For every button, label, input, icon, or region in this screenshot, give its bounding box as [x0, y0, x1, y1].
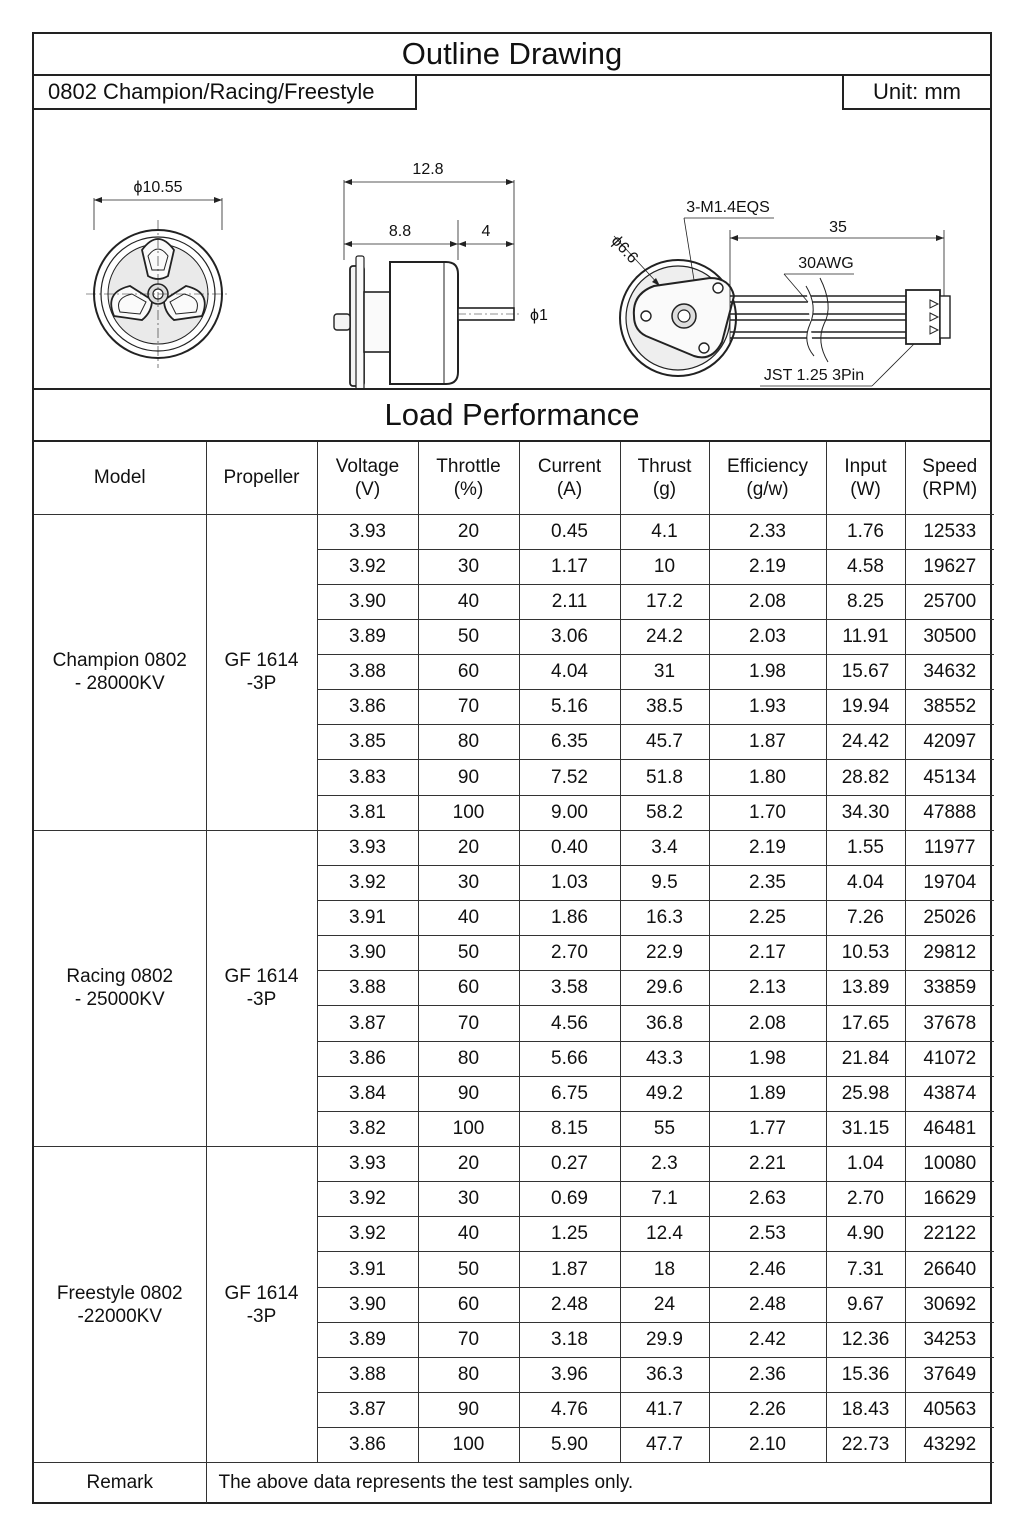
thrust-cell: 55 — [620, 1111, 709, 1146]
current-cell: 8.15 — [519, 1111, 620, 1146]
speed-cell: 25026 — [905, 901, 994, 936]
throttle-cell: 50 — [418, 619, 519, 654]
voltage-cell: 3.93 — [317, 1147, 418, 1182]
voltage-cell: 3.84 — [317, 1076, 418, 1111]
thrust-cell: 4.1 — [620, 514, 709, 549]
input-cell: 4.90 — [826, 1217, 905, 1252]
voltage-cell: 3.90 — [317, 1287, 418, 1322]
voltage-cell: 3.87 — [317, 1393, 418, 1428]
model-name: Racing 0802 — [66, 966, 174, 988]
voltage-cell: 3.93 — [317, 514, 418, 549]
header-label: Current — [537, 455, 602, 477]
header-unit: (RPM) — [922, 478, 978, 500]
motor-side-view — [334, 179, 520, 388]
header-label: Model — [93, 467, 146, 489]
voltage-cell: 3.86 — [317, 1041, 418, 1076]
motor-bottom-view — [614, 218, 950, 386]
thrust-cell: 38.5 — [620, 690, 709, 725]
thrust-cell: 16.3 — [620, 901, 709, 936]
speed-cell: 33859 — [905, 971, 994, 1006]
efficiency-cell: 1.70 — [709, 795, 826, 830]
current-cell: 3.58 — [519, 971, 620, 1006]
current-cell: 1.86 — [519, 901, 620, 936]
table-row — [34, 514, 994, 549]
throttle-cell: 60 — [418, 1287, 519, 1322]
header-unit: (g) — [652, 478, 677, 500]
current-cell: 0.45 — [519, 514, 620, 549]
speed-cell: 47888 — [905, 795, 994, 830]
header-current — [519, 442, 620, 514]
header-unit: (%) — [453, 478, 484, 500]
model-cell — [34, 1147, 206, 1463]
header-label: Input — [844, 455, 887, 477]
speed-cell: 41072 — [905, 1041, 994, 1076]
model-subtitle: 0802 Champion/Racing/Freestyle — [34, 76, 417, 110]
model-cell — [34, 514, 206, 830]
voltage-cell: 3.90 — [317, 936, 418, 971]
efficiency-cell: 2.19 — [709, 830, 826, 865]
current-cell: 0.69 — [519, 1182, 620, 1217]
efficiency-cell: 1.98 — [709, 655, 826, 690]
throttle-cell: 80 — [418, 1357, 519, 1392]
model-kv: - 25000KV — [74, 989, 165, 1011]
total-length-label: 12.8 — [412, 161, 444, 178]
current-cell: 4.56 — [519, 1006, 620, 1041]
throttle-cell: 40 — [418, 901, 519, 936]
outline-drawing-svg — [34, 110, 990, 388]
speed-cell: 19704 — [905, 865, 994, 900]
outline-drawing — [34, 110, 990, 390]
efficiency-cell: 2.53 — [709, 1217, 826, 1252]
header-throttle — [418, 442, 519, 514]
throttle-cell: 20 — [418, 1147, 519, 1182]
header-unit: (A) — [556, 478, 583, 500]
spec-sheet — [32, 32, 992, 1504]
model-kv: - 28000KV — [74, 673, 165, 695]
throttle-cell: 60 — [418, 655, 519, 690]
speed-cell: 34253 — [905, 1322, 994, 1357]
input-cell: 1.76 — [826, 514, 905, 549]
thrust-cell: 2.3 — [620, 1147, 709, 1182]
current-cell: 5.90 — [519, 1428, 620, 1463]
thrust-cell: 49.2 — [620, 1076, 709, 1111]
throttle-cell: 70 — [418, 690, 519, 725]
voltage-cell: 3.93 — [317, 830, 418, 865]
thrust-cell: 12.4 — [620, 1217, 709, 1252]
efficiency-cell: 1.80 — [709, 760, 826, 795]
throttle-cell: 30 — [418, 1182, 519, 1217]
speed-cell: 37649 — [905, 1357, 994, 1392]
thrust-cell: 36.8 — [620, 1006, 709, 1041]
throttle-cell: 70 — [418, 1322, 519, 1357]
speed-cell: 30692 — [905, 1287, 994, 1322]
header-label: Efficiency — [727, 455, 808, 477]
throttle-cell: 30 — [418, 549, 519, 584]
thrust-cell: 41.7 — [620, 1393, 709, 1428]
speed-cell: 40563 — [905, 1393, 994, 1428]
propeller-blades: -3P — [246, 1305, 277, 1327]
current-cell: 6.35 — [519, 725, 620, 760]
throttle-cell: 30 — [418, 865, 519, 900]
thrust-cell: 10 — [620, 549, 709, 584]
current-cell: 0.27 — [519, 1147, 620, 1182]
input-cell: 4.04 — [826, 865, 905, 900]
speed-cell: 12533 — [905, 514, 994, 549]
header-efficiency — [709, 442, 826, 514]
input-cell: 8.25 — [826, 584, 905, 619]
header-speed — [905, 442, 994, 514]
voltage-cell: 3.87 — [317, 1006, 418, 1041]
table-header-row — [34, 442, 994, 514]
efficiency-cell: 1.87 — [709, 725, 826, 760]
propeller-blades: -3P — [246, 673, 277, 695]
speed-cell: 25700 — [905, 584, 994, 619]
efficiency-cell: 2.17 — [709, 936, 826, 971]
speed-cell: 30500 — [905, 619, 994, 654]
thrust-cell: 58.2 — [620, 795, 709, 830]
efficiency-cell: 2.08 — [709, 584, 826, 619]
efficiency-cell: 2.13 — [709, 971, 826, 1006]
voltage-cell: 3.81 — [317, 795, 418, 830]
current-cell: 9.00 — [519, 795, 620, 830]
header-label: Propeller — [223, 467, 300, 489]
remark-label: Remark — [34, 1463, 206, 1503]
efficiency-cell: 2.48 — [709, 1287, 826, 1322]
current-cell: 1.17 — [519, 549, 620, 584]
efficiency-cell: 2.36 — [709, 1357, 826, 1392]
input-cell: 28.82 — [826, 760, 905, 795]
voltage-cell: 3.89 — [317, 1322, 418, 1357]
voltage-cell: 3.92 — [317, 865, 418, 900]
efficiency-cell: 2.46 — [709, 1252, 826, 1287]
speed-cell: 22122 — [905, 1217, 994, 1252]
thrust-cell: 29.9 — [620, 1322, 709, 1357]
input-cell: 34.30 — [826, 795, 905, 830]
header-label: Throttle — [436, 455, 501, 477]
efficiency-cell: 2.08 — [709, 1006, 826, 1041]
voltage-cell: 3.89 — [317, 619, 418, 654]
current-cell: 7.52 — [519, 760, 620, 795]
input-cell: 2.70 — [826, 1182, 905, 1217]
input-cell: 12.36 — [826, 1322, 905, 1357]
thrust-cell: 43.3 — [620, 1041, 709, 1076]
table-row — [34, 1147, 994, 1182]
voltage-cell: 3.88 — [317, 1357, 418, 1392]
speed-cell: 38552 — [905, 690, 994, 725]
propeller-blades: -3P — [246, 989, 277, 1011]
throttle-cell: 80 — [418, 1041, 519, 1076]
header-propeller — [206, 442, 317, 514]
voltage-cell: 3.82 — [317, 1111, 418, 1146]
voltage-cell: 3.92 — [317, 549, 418, 584]
thrust-cell: 45.7 — [620, 725, 709, 760]
throttle-cell: 70 — [418, 1006, 519, 1041]
propeller-cell — [206, 514, 317, 830]
shaft-length-label: 4 — [481, 223, 491, 240]
model-kv: -22000KV — [77, 1305, 162, 1327]
thrust-cell: 3.4 — [620, 830, 709, 865]
current-cell: 3.06 — [519, 619, 620, 654]
motor-front-view — [86, 197, 230, 368]
input-cell: 25.98 — [826, 1076, 905, 1111]
throttle-cell: 50 — [418, 936, 519, 971]
efficiency-cell: 1.77 — [709, 1111, 826, 1146]
load-performance-table — [34, 442, 994, 1503]
thrust-cell: 51.8 — [620, 760, 709, 795]
voltage-cell: 3.92 — [317, 1182, 418, 1217]
efficiency-cell: 2.21 — [709, 1147, 826, 1182]
speed-cell: 29812 — [905, 936, 994, 971]
speed-cell: 46481 — [905, 1111, 994, 1146]
throttle-cell: 60 — [418, 971, 519, 1006]
input-cell: 10.53 — [826, 936, 905, 971]
voltage-cell: 3.88 — [317, 971, 418, 1006]
remark-row — [34, 1463, 994, 1503]
section-title: Load Performance — [34, 390, 990, 442]
remark-text: The above data represents the test samples only. — [206, 1463, 994, 1503]
voltage-cell: 3.85 — [317, 725, 418, 760]
speed-cell: 37678 — [905, 1006, 994, 1041]
voltage-cell: 3.86 — [317, 690, 418, 725]
input-cell: 21.84 — [826, 1041, 905, 1076]
header-unit: (g/w) — [746, 478, 789, 500]
thrust-cell: 18 — [620, 1252, 709, 1287]
speed-cell: 11977 — [905, 830, 994, 865]
efficiency-cell: 2.25 — [709, 901, 826, 936]
thrust-cell: 22.9 — [620, 936, 709, 971]
current-cell: 1.25 — [519, 1217, 620, 1252]
efficiency-cell: 2.03 — [709, 619, 826, 654]
speed-cell: 45134 — [905, 760, 994, 795]
model-cell — [34, 830, 206, 1146]
throttle-cell: 20 — [418, 514, 519, 549]
current-cell: 2.48 — [519, 1287, 620, 1322]
header-model — [34, 442, 206, 514]
input-cell: 1.04 — [826, 1147, 905, 1182]
propeller-cell — [206, 1147, 317, 1463]
model-name: Champion 0802 — [52, 650, 187, 672]
throttle-cell: 100 — [418, 1428, 519, 1463]
speed-cell: 10080 — [905, 1147, 994, 1182]
efficiency-cell: 2.33 — [709, 514, 826, 549]
connector-label: JST 1.25 3Pin — [763, 367, 865, 384]
input-cell: 15.36 — [826, 1357, 905, 1392]
unit-label: Unit: mm — [842, 76, 990, 110]
throttle-cell: 40 — [418, 1217, 519, 1252]
thrust-cell: 24 — [620, 1287, 709, 1322]
propeller-name: GF 1614 — [224, 650, 299, 672]
current-cell: 1.03 — [519, 865, 620, 900]
speed-cell: 43874 — [905, 1076, 994, 1111]
current-cell: 4.04 — [519, 655, 620, 690]
header-label: Speed — [922, 455, 978, 477]
header-thrust — [620, 442, 709, 514]
efficiency-cell: 2.42 — [709, 1322, 826, 1357]
model-name: Freestyle 0802 — [56, 1282, 183, 1304]
header-unit: (W) — [850, 478, 881, 500]
thrust-cell: 29.6 — [620, 971, 709, 1006]
input-cell: 19.94 — [826, 690, 905, 725]
thrust-cell: 31 — [620, 655, 709, 690]
header-voltage — [317, 442, 418, 514]
efficiency-cell: 2.19 — [709, 549, 826, 584]
efficiency-cell: 1.93 — [709, 690, 826, 725]
voltage-cell: 3.86 — [317, 1428, 418, 1463]
efficiency-cell: 1.98 — [709, 1041, 826, 1076]
input-cell: 31.15 — [826, 1111, 905, 1146]
efficiency-cell: 2.35 — [709, 865, 826, 900]
thrust-cell: 17.2 — [620, 584, 709, 619]
table-row — [34, 830, 994, 865]
propeller-name: GF 1614 — [224, 966, 299, 988]
throttle-cell: 100 — [418, 1111, 519, 1146]
current-cell: 2.11 — [519, 584, 620, 619]
throttle-cell: 90 — [418, 1076, 519, 1111]
page-title: Outline Drawing — [34, 34, 990, 76]
input-cell: 9.67 — [826, 1287, 905, 1322]
current-cell: 0.40 — [519, 830, 620, 865]
voltage-cell: 3.83 — [317, 760, 418, 795]
input-cell: 18.43 — [826, 1393, 905, 1428]
throttle-cell: 20 — [418, 830, 519, 865]
input-cell: 7.26 — [826, 901, 905, 936]
input-cell: 15.67 — [826, 655, 905, 690]
input-cell: 7.31 — [826, 1252, 905, 1287]
efficiency-cell: 2.26 — [709, 1393, 826, 1428]
voltage-cell: 3.90 — [317, 584, 418, 619]
efficiency-cell: 1.89 — [709, 1076, 826, 1111]
mount-diameter-label: ϕ6.6 — [607, 232, 642, 267]
input-cell: 24.42 — [826, 725, 905, 760]
current-cell: 3.18 — [519, 1322, 620, 1357]
thrust-cell: 7.1 — [620, 1182, 709, 1217]
thrust-cell: 9.5 — [620, 865, 709, 900]
thrust-cell: 36.3 — [620, 1357, 709, 1392]
throttle-cell: 40 — [418, 584, 519, 619]
speed-cell: 16629 — [905, 1182, 994, 1217]
voltage-cell: 3.91 — [317, 1252, 418, 1287]
body-length-label: 8.8 — [388, 223, 412, 240]
current-cell: 6.75 — [519, 1076, 620, 1111]
input-cell: 4.58 — [826, 549, 905, 584]
propeller-cell — [206, 830, 317, 1146]
throttle-cell: 90 — [418, 760, 519, 795]
voltage-cell: 3.91 — [317, 901, 418, 936]
header-unit: (V) — [354, 478, 381, 500]
voltage-cell: 3.88 — [317, 655, 418, 690]
header-label: Voltage — [335, 455, 400, 477]
current-cell: 5.66 — [519, 1041, 620, 1076]
thrust-cell: 47.7 — [620, 1428, 709, 1463]
input-cell: 22.73 — [826, 1428, 905, 1463]
current-cell: 5.16 — [519, 690, 620, 725]
efficiency-cell: 2.10 — [709, 1428, 826, 1463]
current-cell: 1.87 — [519, 1252, 620, 1287]
throttle-cell: 80 — [418, 725, 519, 760]
efficiency-cell: 2.63 — [709, 1182, 826, 1217]
speed-cell: 34632 — [905, 655, 994, 690]
wire-length-label: 35 — [829, 219, 847, 236]
throttle-cell: 90 — [418, 1393, 519, 1428]
speed-cell: 26640 — [905, 1252, 994, 1287]
throttle-cell: 50 — [418, 1252, 519, 1287]
current-cell: 4.76 — [519, 1393, 620, 1428]
propeller-name: GF 1614 — [224, 1282, 299, 1304]
input-cell: 11.91 — [826, 619, 905, 654]
voltage-cell: 3.92 — [317, 1217, 418, 1252]
input-cell: 17.65 — [826, 1006, 905, 1041]
header-input — [826, 442, 905, 514]
wire-gauge-label: 30AWG — [798, 255, 854, 272]
header-label: Thrust — [637, 455, 692, 477]
current-cell: 2.70 — [519, 936, 620, 971]
input-cell: 13.89 — [826, 971, 905, 1006]
speed-cell: 43292 — [905, 1428, 994, 1463]
shaft-diameter-label: ϕ1 — [530, 307, 548, 324]
throttle-cell: 100 — [418, 795, 519, 830]
current-cell: 3.96 — [519, 1357, 620, 1392]
input-cell: 1.55 — [826, 830, 905, 865]
speed-cell: 19627 — [905, 549, 994, 584]
front-diameter-label: ϕ10.55 — [133, 179, 183, 196]
speed-cell: 42097 — [905, 725, 994, 760]
screw-spec-label: 3-M1.4EQS — [686, 199, 770, 216]
thrust-cell: 24.2 — [620, 619, 709, 654]
